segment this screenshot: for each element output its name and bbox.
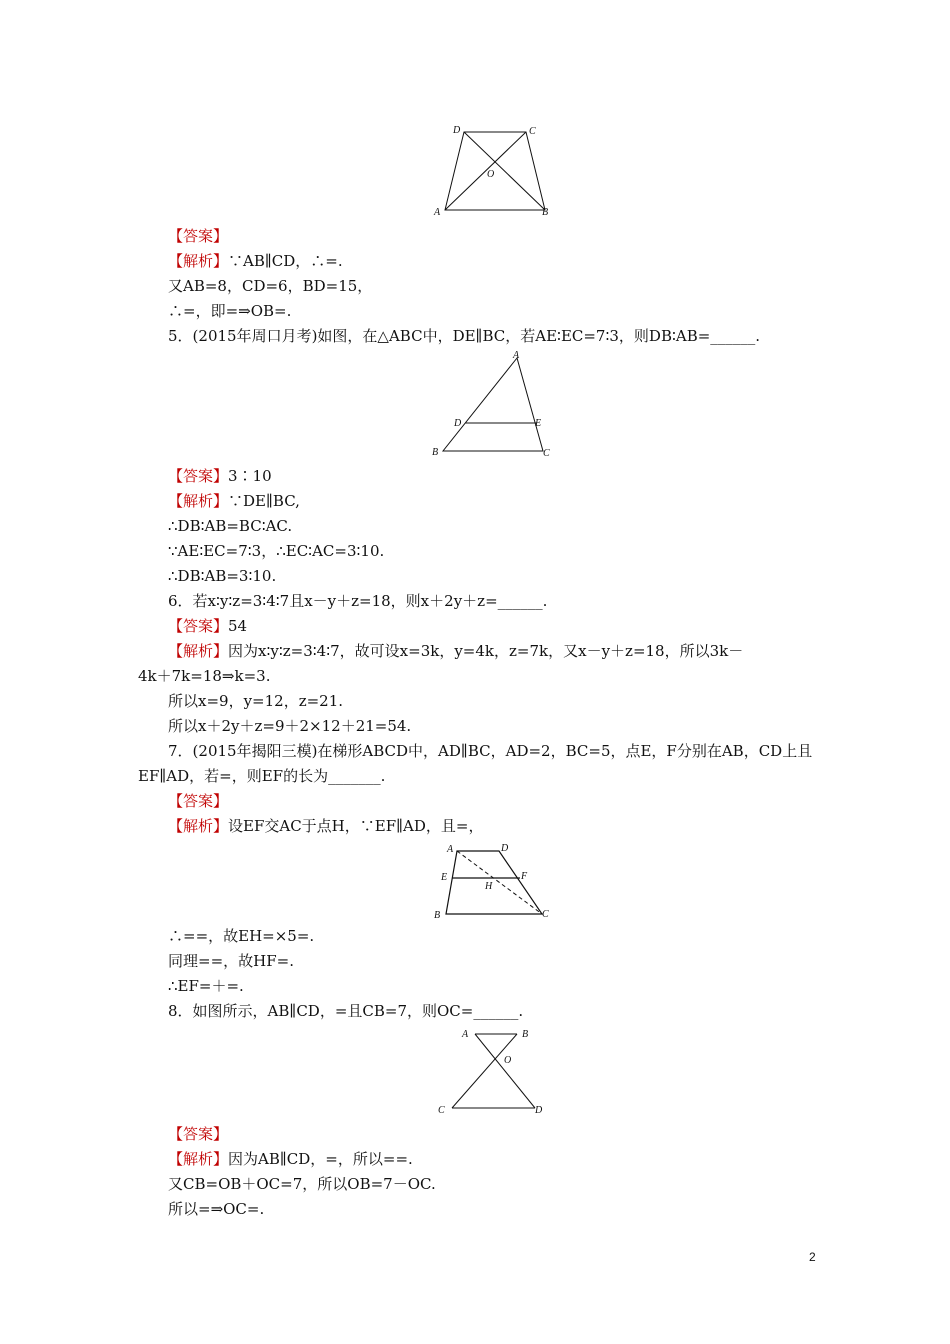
q6-analysis-text: 因为x∶y∶z=3∶4∶7，故可设x=3k，y=4k，z=7k，又x－y＋z=18，所以3k－ bbox=[228, 642, 744, 660]
q6-stem: 6．若x∶y∶z=3∶4∶7且x－y＋z=18，则x＋2y＋z=______. bbox=[168, 592, 548, 610]
q5-answer-line bbox=[168, 466, 272, 486]
q6-line4: 所以x＋2y＋z=9＋2×12＋21=54. bbox=[168, 717, 412, 735]
label-F: F bbox=[521, 871, 528, 882]
q8-answer-line bbox=[168, 1124, 228, 1144]
figure-trapezoid-ef bbox=[425, 838, 565, 926]
answer-tag: 【答案】 bbox=[168, 467, 229, 485]
q7-stem-1: 7．(2015年揭阳三模)在梯形ABCD中，AD∥BC，AD=2，BC=5，点E，F分别在AB，CD上且 bbox=[168, 742, 813, 760]
label-C: C bbox=[529, 126, 536, 137]
q6-analysis-line bbox=[168, 641, 743, 661]
q8-line3: 所以=⇒OC=. bbox=[168, 1200, 265, 1218]
label-A: A bbox=[434, 207, 441, 218]
q5-line3: ∵AE∶EC=7∶3，∴EC∶AC=3∶10. bbox=[168, 542, 385, 560]
q4-analysis-text: ∵AB∥CD，∴=. bbox=[228, 252, 343, 270]
label-C: C bbox=[438, 1105, 445, 1116]
analysis-tag: 【解析】 bbox=[168, 642, 229, 660]
figure-trapezoid-diagonals bbox=[425, 120, 565, 220]
label-C: C bbox=[543, 448, 550, 459]
answer-tag: 【答案】 bbox=[168, 227, 229, 245]
page-number: 2 bbox=[809, 1250, 816, 1264]
label-A: A bbox=[447, 844, 454, 855]
answer-tag: 【答案】 bbox=[168, 1125, 229, 1143]
q5-answer-value: 3∶10 bbox=[228, 467, 272, 485]
label-E: E bbox=[441, 872, 448, 883]
label-D: D bbox=[454, 418, 462, 429]
q5-line4: ∴DB∶AB=3∶10. bbox=[168, 567, 277, 585]
label-D: D bbox=[501, 843, 509, 854]
q5-line2: ∴DB∶AB=BC∶AC. bbox=[168, 517, 293, 535]
analysis-tag: 【解析】 bbox=[168, 817, 229, 835]
analysis-tag: 【解析】 bbox=[168, 252, 229, 270]
q5-stem: 5．(2015年周口月考)如图，在△ABC中，DE∥BC，若AE∶EC=7∶3，则DB∶AB=______. bbox=[168, 327, 761, 345]
q7-stem-2: EF∥AD，若=，则EF的长为_______. bbox=[138, 767, 386, 785]
answer-tag: 【答案】 bbox=[168, 792, 229, 810]
label-E: E bbox=[535, 418, 542, 429]
label-O: O bbox=[504, 1055, 512, 1066]
analysis-tag: 【解析】 bbox=[168, 492, 229, 510]
q8-analysis-text: 因为AB∥CD，=，所以==. bbox=[228, 1150, 413, 1168]
label-B: B bbox=[432, 447, 439, 458]
q4-line2: 又AB=8，CD=6，BD=15， bbox=[168, 277, 373, 295]
q7-analysis-text: 设EF交AC于点H，∵EF∥AD，且=， bbox=[228, 817, 484, 835]
q5-analysis-line bbox=[168, 491, 300, 511]
label-A: A bbox=[513, 350, 520, 361]
label-C: C bbox=[542, 909, 549, 920]
q8-stem: 8．如图所示，AB∥CD，=且CB=7，则OC=______. bbox=[168, 1002, 524, 1020]
label-B: B bbox=[542, 207, 549, 218]
label-D: D bbox=[453, 125, 461, 136]
q7-line4: ∴EF=＋=. bbox=[168, 977, 244, 995]
q7-analysis-line bbox=[168, 816, 483, 836]
q6-line2: 4k＋7k=18⇒k=3. bbox=[138, 667, 271, 685]
figure-hourglass bbox=[425, 1023, 565, 1123]
analysis-tag: 【解析】 bbox=[168, 1150, 229, 1168]
answer-tag: 【答案】 bbox=[168, 617, 229, 635]
q8-line2: 又CB=OB＋OC=7，所以OB=7－OC. bbox=[168, 1175, 436, 1193]
label-O: O bbox=[487, 169, 495, 180]
q5-analysis-text: ∵DE∥BC, bbox=[228, 492, 300, 510]
label-D: D bbox=[535, 1105, 543, 1116]
q7-line3: 同理==，故HF=. bbox=[168, 952, 294, 970]
q6-answer-line bbox=[168, 616, 247, 636]
label-B: B bbox=[434, 910, 441, 921]
label-H: H bbox=[485, 881, 493, 892]
q4-answer-line bbox=[168, 226, 228, 246]
q6-answer-value: 54 bbox=[228, 617, 248, 635]
q6-line3: 所以x=9，y=12，z=21. bbox=[168, 692, 344, 710]
label-B: B bbox=[522, 1029, 529, 1040]
q7-line2: ∴==，故EH=×5=. bbox=[168, 927, 315, 945]
q4-analysis-line bbox=[168, 251, 343, 271]
label-A: A bbox=[462, 1029, 469, 1040]
q8-analysis-line bbox=[168, 1149, 413, 1169]
q7-answer-line bbox=[168, 791, 228, 811]
figure-triangle-de-bc bbox=[425, 348, 565, 463]
q4-line3: ∴=，即=⇒OB=. bbox=[168, 302, 292, 320]
